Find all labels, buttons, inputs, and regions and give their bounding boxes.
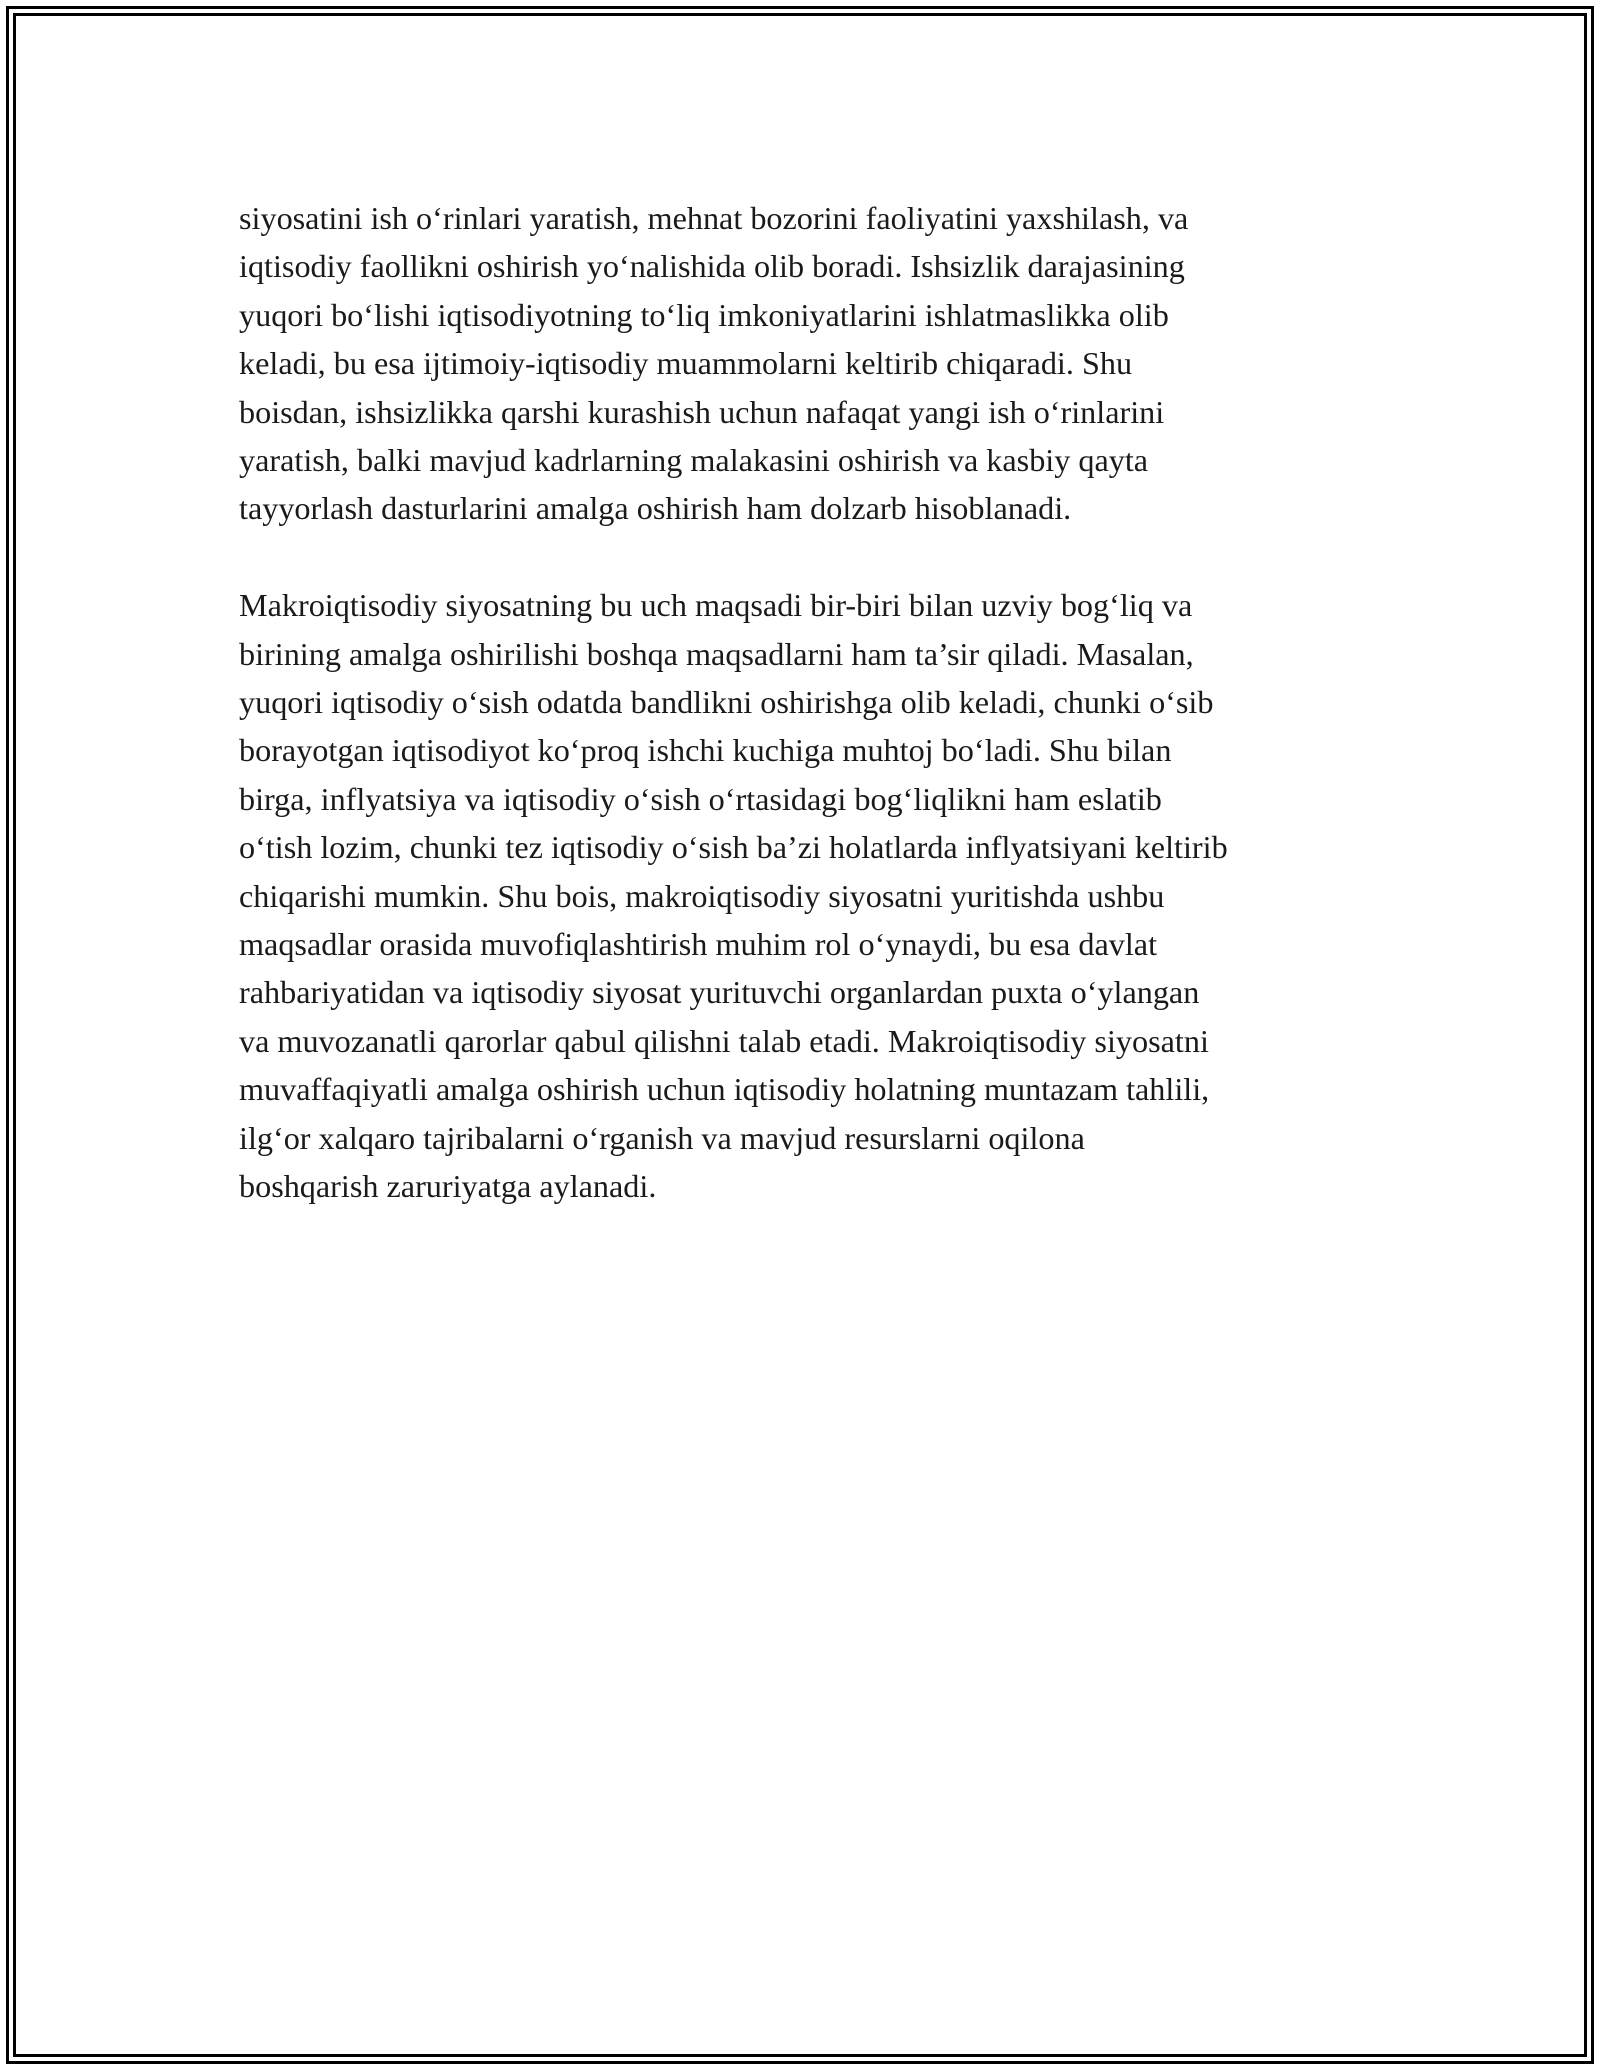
text-line: iqtisodiy faollikni oshirish yo‘nalishida olib boradi. Ishsizlik darajasining [239,248,1185,285]
text-line: birga, inflyatsiya va iqtisodiy o‘sish o‘rtasidagi bog‘liqlikni ham eslatib [239,780,1162,817]
text-line: siyosatini ish o‘rinlari yaratish, mehnat bozorini faoliyatini yaxshilash, va [239,200,1189,236]
text-line: maqsadlar orasida muvofiqlashtirish muhim rol o‘ynaydi, bu esa davlat [239,926,1158,963]
text-line: boshqarish zaruriyatga aylanadi. [239,1168,657,1205]
text-line: muvaffaqiyatli amalga oshirish uchun iqtisodiy holatning muntazam tahlili, [239,1071,1210,1108]
document-body [239,194,1369,1211]
text-line: o‘tish lozim, chunki tez iqtisodiy o‘sish ba’zi holatlarda inflyatsiyani keltirib [239,829,1228,866]
text-line: va muvozanatli qarorlar qabul qilishni talab etadi. Makroiqtisodiy siyosatni [239,1022,1209,1059]
text-line: yuqori iqtisodiy o‘sish odatda bandlikni oshirishga olib keladi, chunki o‘sib [239,684,1214,721]
paragraph-1 [239,194,1369,533]
text-line: tayyorlash dasturlarini amalga oshirish ham dolzarb hisoblanadi. [239,490,1072,527]
text-line: Makroiqtisodiy siyosatning bu uch maqsadi bir-biri bilan uzviy bog‘liq va [239,587,1193,624]
text-line: yaratish, balki mavjud kadrlarning malakasini oshirish va kasbiy qayta [239,442,1149,479]
text-line: rahbariyatidan va iqtisodiy siyosat yurituvchi organlardan puxta o‘ylangan [239,974,1200,1011]
text-line: keladi, bu esa ijtimoiy-iqtisodiy muammolarni keltirib chiqaradi. Shu [239,345,1133,382]
text-line: chiqarishi mumkin. Shu bois, makroiqtisodiy siyosatni yuritishda ushbu [239,877,1165,914]
text-line: ilg‘or xalqaro tajribalarni o‘rganish va mavjud resurslarni oqilona [239,1119,1085,1156]
page-border [6,6,1594,2064]
text-line: birining amalga oshirilishi boshqa maqsadlarni ham ta’sir qiladi. Masalan, [239,635,1194,672]
text-line: borayotgan iqtisodiyot ko‘proq ishchi kuchiga muhtoj bo‘ladi. Shu bilan [239,732,1172,769]
text-line: yuqori bo‘lishi iqtisodiyotning to‘liq imkoniyatlarini ishlatmaslikka olib [239,296,1169,333]
paragraph-2 [239,581,1369,1210]
text-line: boisdan, ishsizlikka qarshi kurashish uchun nafaqat yangi ish o‘rinlarini [239,393,1165,430]
page-inner-border [13,13,1587,2057]
